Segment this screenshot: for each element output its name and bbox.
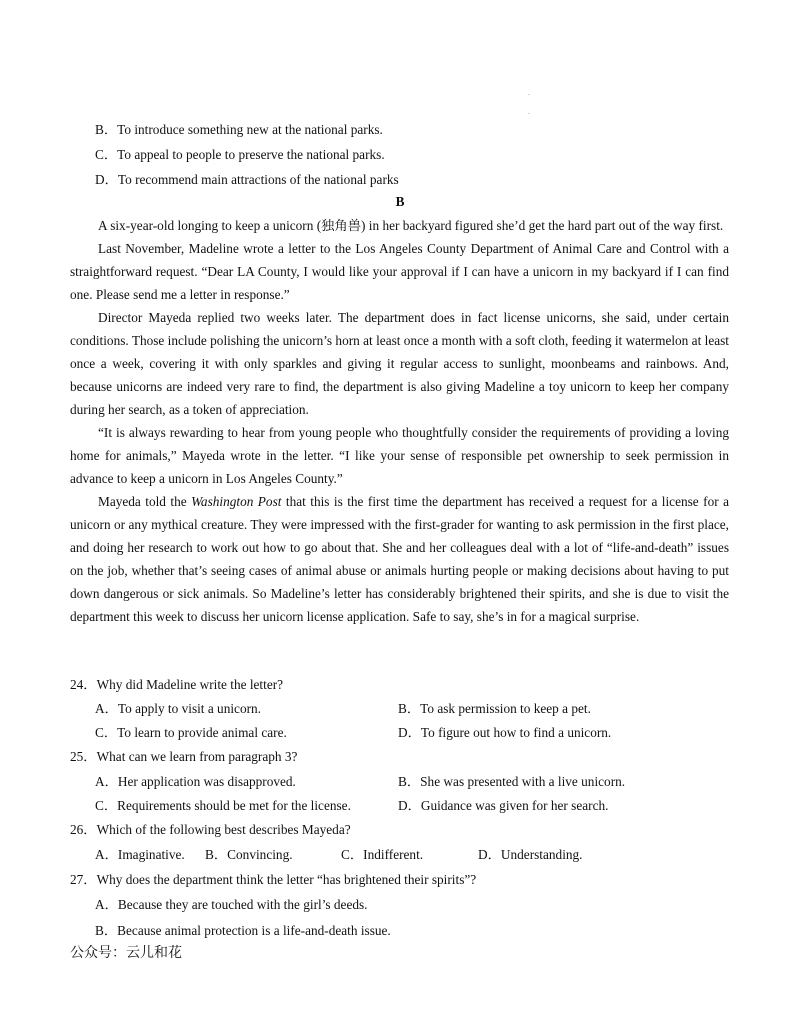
question-26-option-a: A．Imaginative.	[95, 847, 185, 862]
question-25-option-d: D．Guidance was given for her search.	[398, 798, 609, 813]
option-d-top: D．To recommend main attractions of the national parks	[95, 172, 399, 187]
question-26-option-c: C．Indifferent.	[341, 847, 424, 862]
question-26-option-b: B．Convincing.	[205, 847, 293, 862]
speck-mark: .	[528, 107, 530, 116]
paragraph-5-lead: Mayeda told the	[98, 494, 192, 509]
question-26-stem: 26．Which of the following best describes Mayeda?	[70, 822, 351, 837]
paragraph-1: A six-year-old longing to keep a unicorn (独角兽) in her backyard figured she’d get the hard part out of the way first.	[98, 218, 724, 233]
option-c-top: C．To appeal to people to preserve the national parks.	[95, 147, 385, 162]
option-b-top: B．To introduce something new at the national parks.	[95, 122, 383, 137]
question-27-option-a: A．Because they are touched with the girl’s deeds.	[95, 897, 368, 912]
question-27-option-b: B．Because animal protection is a life-and-death issue.	[95, 923, 391, 938]
question-26-option-d: D．Understanding.	[478, 847, 583, 862]
newspaper-title: Washington Post	[191, 494, 282, 509]
paragraph-4: “It is always rewarding to hear from young people who thoughtfully consider the requirements of providing a loving home for animals,” Mayeda wrote in the letter. “I like your sense of responsible pet ownership to seek permission in advance to keep a unicorn in Los Angeles County.”	[70, 425, 729, 486]
question-25-option-a: A．Her application was disapproved.	[95, 774, 296, 789]
speck-mark: .	[528, 88, 530, 97]
question-25-stem: 25．What can we learn from paragraph 3?	[70, 749, 298, 764]
paragraph-3: Director Mayeda replied two weeks later. The department does in fact license unicorns, she said, under certain conditions. Those include polishing the unicorn’s horn at least once a month with a soft cloth, feeding it watermelon at least once a week, covering it with only sparkles and giving it regular access to sunlight, moonbeams and rainbows. And, because unicorns are indeed very rare to find, the department is also giving Madeline a toy unicorn to keep her company during her search, as a token of appreciation.	[70, 310, 729, 417]
paragraph-2: Last November, Madeline wrote a letter to the Los Angeles County Department of Animal Care and Control with a straightforward request. “Dear LA County, I would like your approval if I can have a unicorn in my backyard if I can find one. Please send me a letter in response.”	[70, 241, 729, 302]
question-25-option-c: C．Requirements should be met for the license.	[95, 798, 351, 813]
question-25-option-b: B．She was presented with a live unicorn.	[398, 774, 626, 789]
reading-passage	[70, 214, 729, 628]
paragraph-5	[70, 490, 729, 628]
question-24-option-b: B．To ask permission to keep a pet.	[398, 701, 591, 716]
question-24-option-d: D．To figure out how to find a unicorn.	[398, 725, 612, 740]
question-24-stem: 24．Why did Madeline write the letter?	[70, 677, 284, 692]
paragraph-5-body: that this is the first time the department has received a request for a license for a unicorn or any mythical creature. They were impressed with the first-grader for wanting to ask permission in the first place, and doing her research to work out how to go about that. She and her colleagues deal with a lot of “life-and-death” issues on the job, whether that’s seeing cases of animal abuse or animals hurting people or making decisions about having to put down dangerous or sick animals. So Madeline’s letter has considerably brightened their spirits, and she is due to visit the department this week to discuss her unicorn license application. Safe to say, she’s in for a magical surprise.	[70, 494, 729, 624]
question-24-option-c: C．To learn to provide animal care.	[95, 725, 287, 740]
footer-account-label: 公众号：云儿和花	[70, 945, 182, 961]
section-heading: B	[395, 194, 405, 209]
question-27-stem: 27．Why does the department think the letter “has brightened their spirits”?	[70, 872, 477, 887]
question-24-option-a: A．To apply to visit a unicorn.	[95, 701, 261, 716]
